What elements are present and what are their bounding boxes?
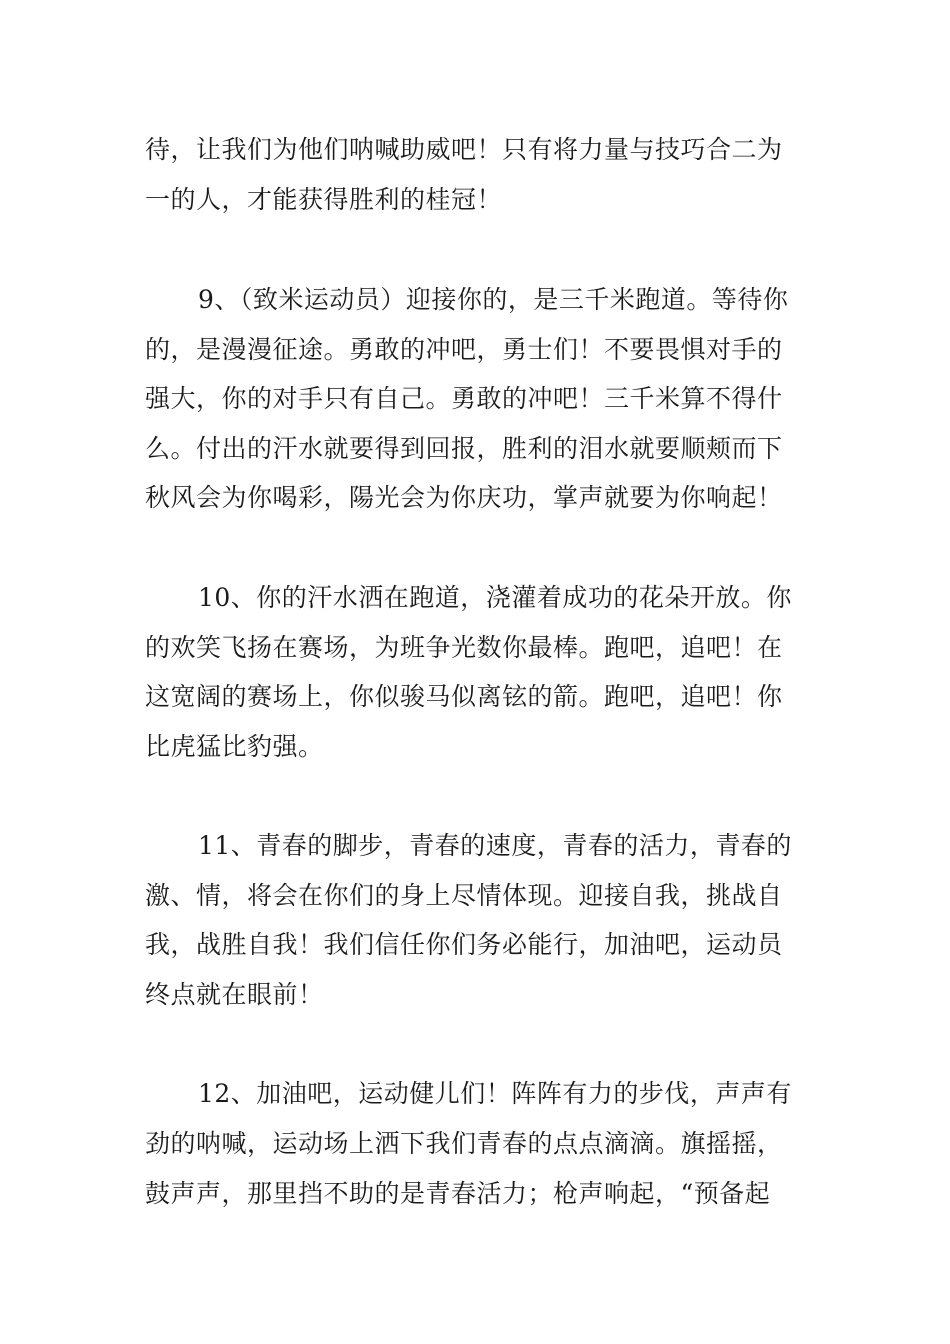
paragraph-line: 10、你的汗水洒在跑道，浇灌着成功的花朵开放。你 <box>198 583 792 612</box>
paragraph-line: 的欢笑飞扬在赛场，为班争光数你最棒。跑吧，追吧！在 <box>145 633 783 662</box>
paragraph-line: 秋风会为你喝彩，陽光会为你庆功，掌声就要为你响起！ <box>145 483 783 512</box>
paragraph-line: 终点就在眼前！ <box>145 980 324 1009</box>
paragraph-line: 待，让我们为他们呐喊助威吧！只有将力量与技巧合二为 <box>145 135 783 164</box>
paragraph-line: 么。付出的汗水就要得到回报，胜利的泪水就要顺颊而下 <box>145 434 783 463</box>
paragraph-line: 一的人，才能获得胜利的桂冠！ <box>145 185 503 214</box>
paragraph-line: 的，是漫漫征途。勇敢的冲吧，勇士们！不要畏惧对手的 <box>145 335 783 364</box>
paragraph-line: 12、加油吧，运动健儿们！阵阵有力的步伐，声声有 <box>198 1079 792 1108</box>
paragraph-line: 11、青春的脚步，青春的速度，青春的活力，青春的 <box>198 831 792 860</box>
paragraph-line: 强大，你的对手只有自己。勇敢的冲吧！三千米算不得什 <box>145 384 783 413</box>
paragraph-line: 这宽阔的赛场上，你似骏马似离铉的箭。跑吧，追吧！你 <box>145 682 783 711</box>
paragraph-line: 9、（致米运动员）迎接你的，是三千米跑道。等待你 <box>198 285 789 314</box>
paragraph-line: 激、情，将会在你们的身上尽情体现。迎接自我，挑战自 <box>145 881 783 910</box>
paragraph-line: 我，战胜自我！我们信任你们务必能行，加油吧，运动员 <box>145 930 783 959</box>
paragraph-line: 劲的呐喊，运动场上洒下我们青春的点点滴滴。旗摇摇， <box>145 1129 783 1158</box>
paragraph-line: 比虎猛比豹强。 <box>145 732 324 761</box>
paragraph-line: 鼓声声，那里挡不助的是青春活力；枪声响起，“预备起 <box>145 1179 771 1208</box>
